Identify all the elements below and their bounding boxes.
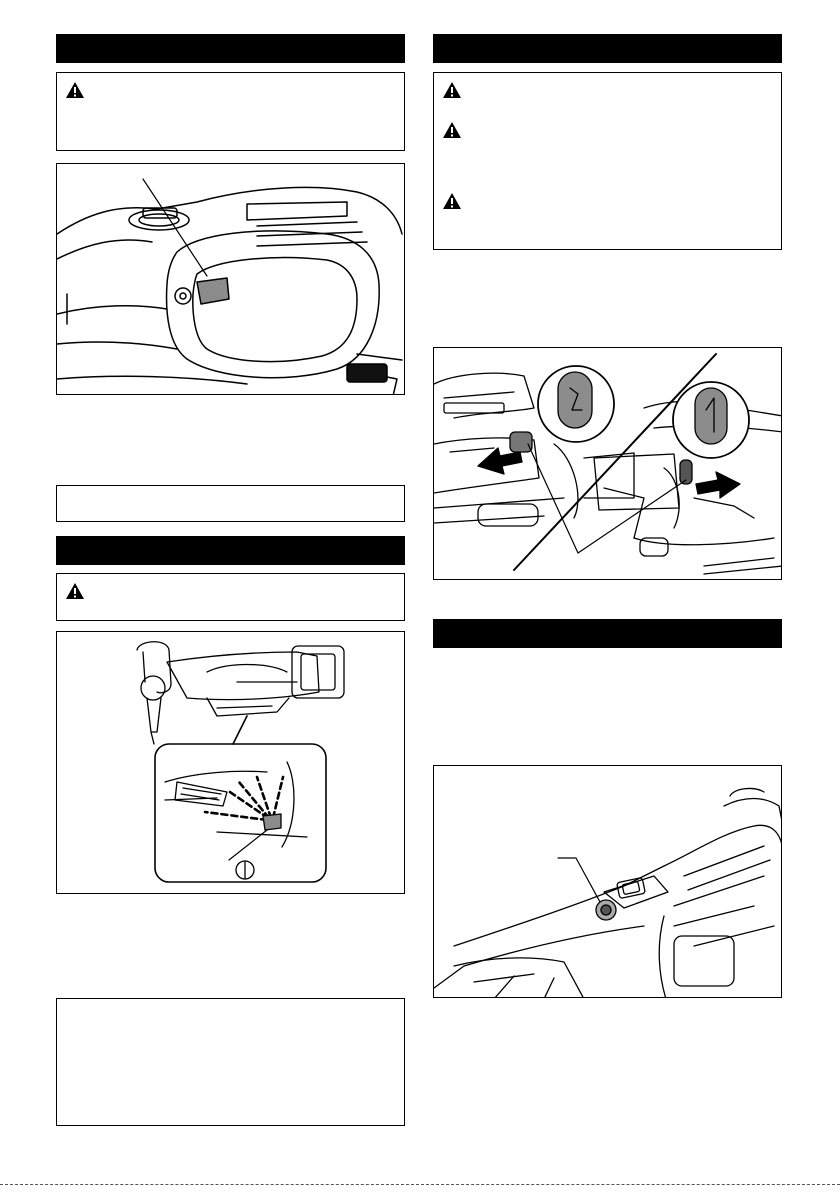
section-header-left-1	[56, 34, 405, 63]
figure-speed-change	[433, 765, 782, 998]
note-box-left-2	[56, 998, 405, 1126]
figure-reversing-switch	[433, 347, 782, 580]
figure-led-lamp	[56, 631, 405, 894]
warning-triangle-icon	[65, 582, 85, 600]
section-header-right-2	[433, 619, 782, 648]
warning-triangle-icon	[65, 81, 85, 99]
arrow-icon	[696, 472, 740, 498]
page-cut-line	[0, 1184, 840, 1185]
warning-triangle-icon	[442, 192, 462, 210]
section-header-left-2	[56, 536, 405, 565]
section-header-right-1	[433, 34, 782, 63]
note-box-left	[56, 485, 405, 522]
warning-triangle-icon	[442, 121, 462, 139]
warning-box-left-2	[56, 573, 405, 621]
warning-box-right	[433, 72, 782, 250]
warning-box-left-1	[56, 72, 405, 151]
figure-trigger-switch	[56, 163, 405, 395]
warning-triangle-icon	[442, 81, 462, 99]
